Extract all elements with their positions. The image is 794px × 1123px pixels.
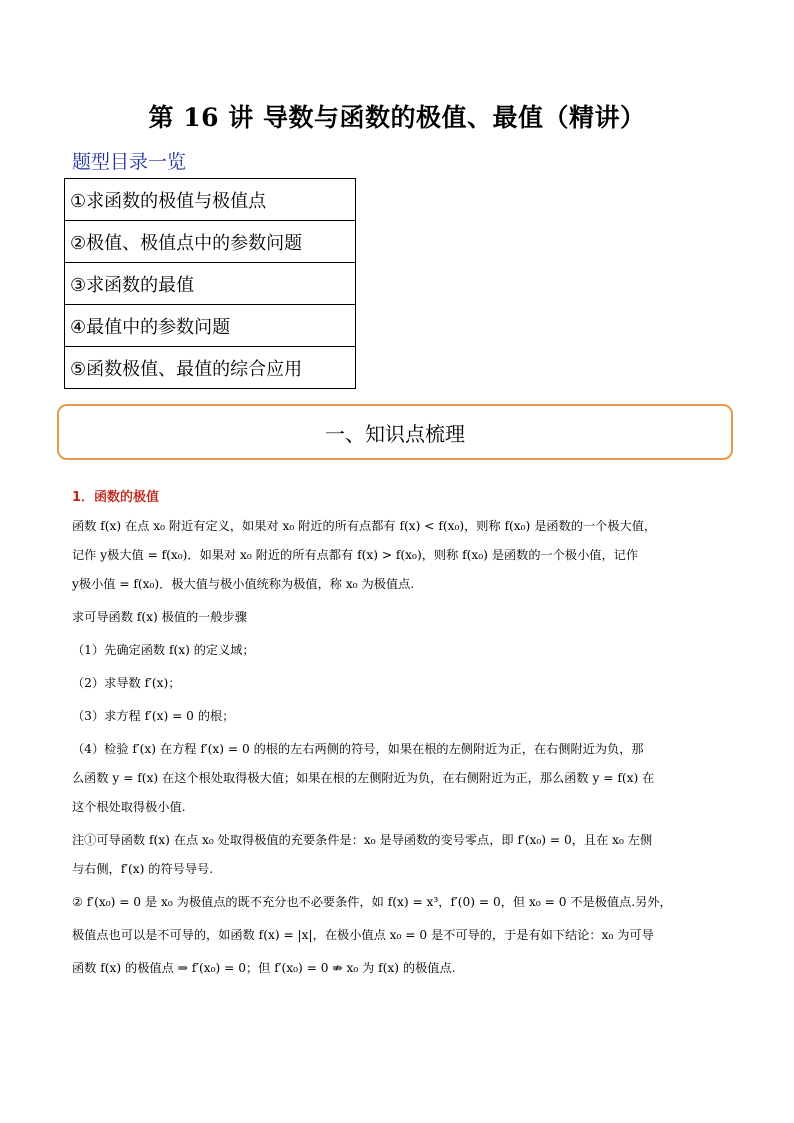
steps-title: 求可导函数 f(x) 极值的一般步骤 [72,610,247,624]
step-line: （3）求方程 f′(x) = 0 的根； [72,709,235,723]
subsection-title: 1．函数的极值 [72,490,160,505]
step-line: 这个根处取得极小值. [72,800,186,814]
toc-item: ②极值、极值点中的参数问题 [65,221,356,263]
step-line: 么函数 y = f(x) 在这个根处取得极大值；如果在根的左侧附近为负，在右侧附近为正，那么函数 y = f(x) 在 [72,771,655,785]
note-line: 注①可导函数 f(x) 在点 x₀ 处取得极值的充要条件是：x₀ 是导函数的变号零点，即 f′(x₀) = 0，且在 x₀ 左侧 [72,833,653,847]
toc-item: ⑤函数极值、最值的综合应用 [65,347,356,389]
note-line: ② f′(x₀) = 0 是 x₀ 为极值点的既不充分也不必要条件，如 f(x) = x³，f′(0) = 0，但 x₀ = 0 不是极值点.另外， [72,895,672,909]
toc-heading: 题型目录一览 [72,151,187,173]
note-line: 极值点也可以是不可导的，如函数 f(x) = |x|，在极小值点 x₀ = 0 是不可导的，于是有如下结论：x₀ 为可导 [72,928,654,942]
definition-line: 记作 y极大值 = f(x₀)．如果对 x₀ 附近的所有点都有 f(x) > f(x₀)，则称 f(x₀) 是函数的一个极小值，记作 [72,548,639,562]
definition-line: y极小值 = f(x₀)．极大值与极小值统称为极值，称 x₀ 为极值点. [72,577,415,591]
content-body [72,486,722,983]
toc-item: ③求函数的最值 [65,263,356,305]
step-line: （1）先确定函数 f(x) 的定义域； [72,643,255,657]
note-line: 函数 f(x) 的极值点 ⇒ f′(x₀) = 0；但 f′(x₀) = 0 ⇏ x₀ 为 f(x) 的极值点. [72,961,456,975]
toc-item: ④最值中的参数问题 [65,305,356,347]
toc-table [64,178,356,389]
page-title: 第 16 讲 导数与函数的极值、最值（精讲） [148,103,646,132]
step-line: （4）检验 f′(x) 在方程 f′(x) = 0 的根的左右两侧的符号，如果在根的左侧附近为正，在右侧附近为负，那 [72,742,644,756]
note-line: 与右侧，f′(x) 的符号导号. [72,862,214,876]
step-line: （2）求导数 f′(x)； [72,676,181,690]
toc-item: ①求函数的极值与极值点 [65,179,356,221]
section-heading-box [57,404,733,460]
section-heading: 一、知识点梳理 [325,421,465,446]
definition-line: 函数 f(x) 在点 x₀ 附近有定义，如果对 x₀ 附近的所有点都有 f(x) < f(x₀)，则称 f(x₀) 是函数的一个极大值， [72,519,657,533]
